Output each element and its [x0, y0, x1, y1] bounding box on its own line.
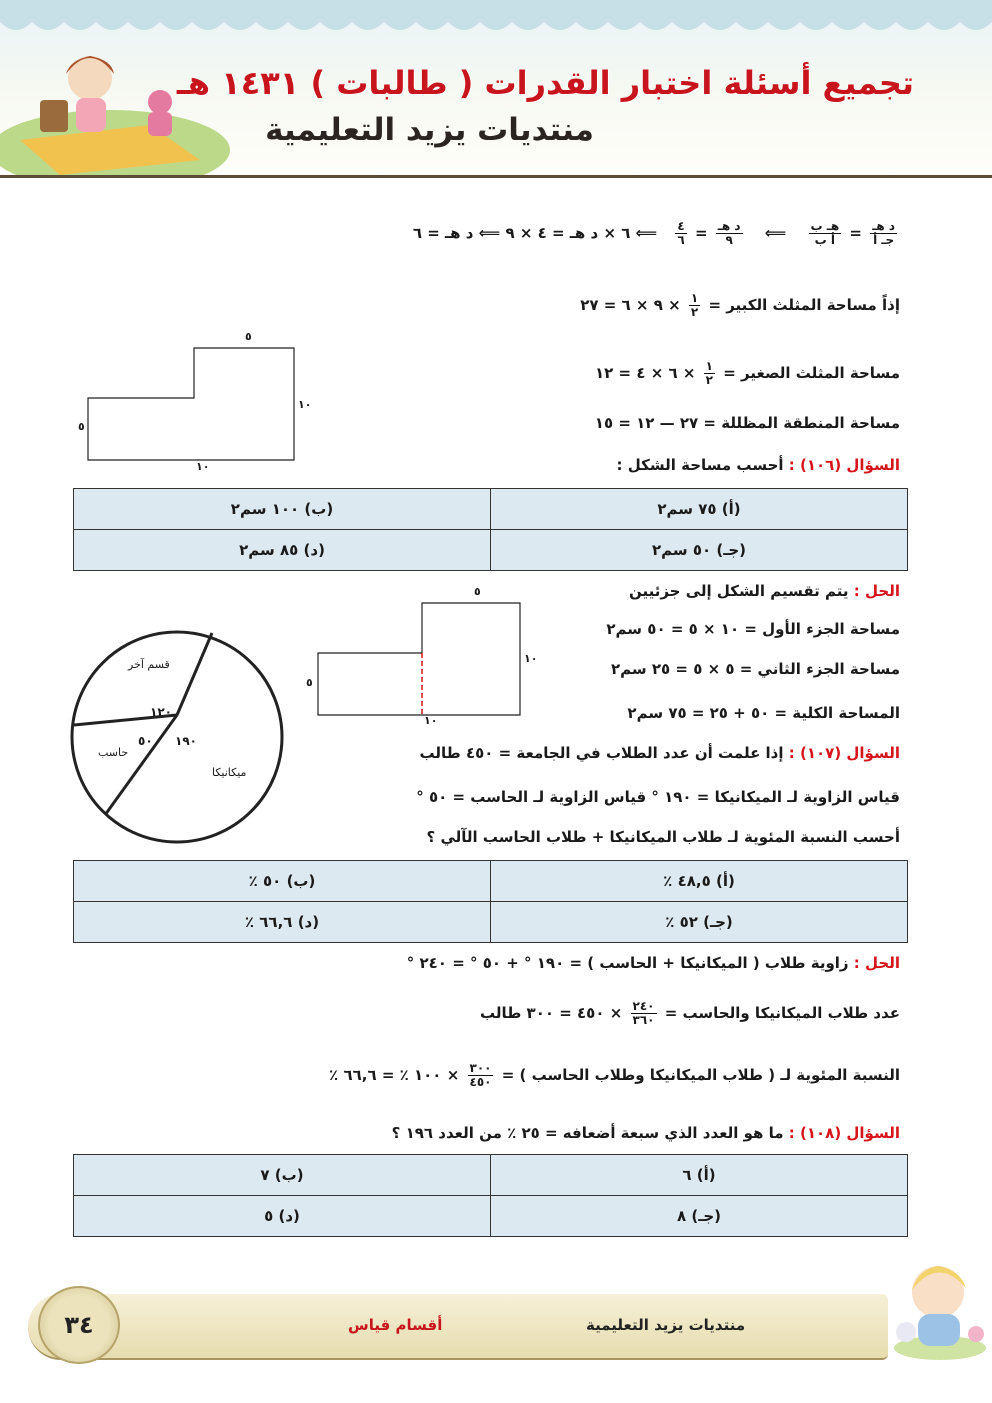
- q106-options-table: [73, 488, 908, 571]
- q106-option-d[interactable]: (د) ٨٥ سم٢: [74, 530, 491, 571]
- footer-bar: [28, 1294, 888, 1360]
- girl-picnic-illustration: [0, 30, 240, 178]
- fraction-hb-ab: $\frac{\text{هـ ب}}{\text{أ ب}}$: [810, 219, 840, 247]
- q107-options-table: [73, 860, 908, 943]
- proportion-line: $\frac{\text{د هـ}}{\text{جـ أ}}$ = $\frac{\text{هـ ب}}{\text{أ ب}}$ ⟸ $\frac{\text{د هـ}}{٩}$ = $\frac{٤}{٦}$ ⟸ ٦ × د هـ = ٤ × ٩ ⟸ د هـ = ٦: [412, 219, 895, 247]
- q107-solution-line3: النسبة المئوية لـ ( طلاب الميكانيكا وطلاب الحاسب ) = $\frac{٣٠٠}{٤٥٠}$ × ١٠٠ ٪ = ٦٦,٦ ٪: [329, 1061, 900, 1089]
- page-number: ٣٤: [64, 1311, 94, 1339]
- q106-solution-step3: المساحة الكلية = ٥٠ + ٢٥ = ٧٥ سم٢: [627, 704, 900, 722]
- fig2-label-left: ٥: [306, 676, 313, 689]
- q107-option-b[interactable]: (ب) ٥٠ ٪: [74, 861, 491, 902]
- q108-option-b[interactable]: (ب) ٧: [74, 1155, 491, 1196]
- fig2-label-bottom: ١٠: [424, 714, 438, 727]
- q107-option-c[interactable]: (جـ) ٥٢ ٪: [491, 902, 908, 943]
- fig1-label-bottom: ١٠: [196, 460, 210, 473]
- fraction-de-9: $\frac{\text{د هـ}}{٩}$: [717, 219, 741, 247]
- fig1-label-left: ٥: [78, 420, 85, 433]
- fig2-label-right: ١٠: [524, 652, 538, 665]
- q106-solution-step2: مساحة الجزء الثاني = ٥ × ٥ = ٢٥ سم٢: [610, 660, 900, 678]
- small-triangle-area: مساحة المثلث الصغير = $\frac{١}{٢}$ × ٦ × ٤ = ١٢: [594, 359, 900, 387]
- header-title: تجميع أسئلة اختبار القدرات ( طالبات ) ١٤٣١ هـ: [176, 64, 914, 102]
- q106-option-b[interactable]: (ب) ١٠٠ سم٢: [74, 489, 491, 530]
- q107-solution-line2: عدد طلاب الميكانيكا والحاسب = $\frac{٢٤٠}{٣٦٠}$ × ٤٥٠ = ٣٠٠ طالب: [480, 999, 900, 1027]
- q106-option-a[interactable]: (أ) ٧٥ سم٢: [491, 489, 908, 530]
- q107-question: السؤال (١٠٧) : إذا علمت أن عدد الطلاب في الجامعة = ٤٥٠ طالب: [419, 744, 900, 762]
- pie-label-190: ١٩٠: [175, 734, 197, 748]
- pie-label-120: ١٢٠: [150, 705, 172, 719]
- q108-question: السؤال (١٠٨) : ما هو العدد الذي سبعة أضعافه = ٢٥ ٪ من العدد ١٩٦ ؟: [391, 1124, 900, 1142]
- q107-solution-line1: الحل : زاوية طلاب ( الميكانيكا + الحاسب ) = ١٩٠ ° + ٥٠ ° = ٢٤٠ °: [406, 954, 900, 972]
- header-banner: [0, 0, 992, 178]
- header-subtitle: منتديات يزيد التعليمية: [265, 112, 594, 148]
- footer-site: منتديات يزيد التعليمية: [586, 1316, 746, 1334]
- page-number-badge: [38, 1286, 120, 1364]
- pie-label-computer: حاسب: [98, 746, 129, 759]
- fig1-label-right: ١٠: [298, 398, 312, 411]
- q108-option-c[interactable]: (جـ) ٨: [491, 1196, 908, 1237]
- q106-option-c[interactable]: (جـ) ٥٠ سم٢: [491, 530, 908, 571]
- l-shape-figure-1: [70, 330, 310, 475]
- fraction-4-6: $\frac{٤}{٦}$: [677, 219, 685, 247]
- q108-option-d[interactable]: (د) ٥: [74, 1196, 491, 1237]
- footer-section: أقسام قياس: [348, 1316, 443, 1334]
- fraction-de-ca: $\frac{\text{د هـ}}{\text{جـ أ}}$: [872, 219, 895, 247]
- big-triangle-area: إذاً مساحة المثلث الكبير = $\frac{١}{٢}$ × ٩ × ٦ = ٢٧: [580, 291, 900, 319]
- q107-angles-line: قياس الزاوية لـ الميكانيكا = ١٩٠ ° قياس الزاوية لـ الحاسب = ٥٠ °: [416, 788, 900, 806]
- q106-question: السؤال (١٠٦) : أحسب مساحة الشكل :: [616, 456, 900, 474]
- baby-illustration: [884, 1252, 990, 1364]
- l-shape-figure-2: [300, 585, 540, 720]
- q106-solution-step1: مساحة الجزء الأول = ١٠ × ٥ = ٥٠ سم٢: [606, 620, 900, 638]
- pie-label-other: قسم آخر: [128, 658, 170, 671]
- shaded-area-line: مساحة المنطقة المظللة = ٢٧ — ١٢ = ١٥: [594, 414, 900, 432]
- q107-ask-line: أحسب النسبة المئوية لـ طلاب الميكانيكا + طلاب الحاسب الآلي ؟: [426, 828, 900, 846]
- q107-option-a[interactable]: (أ) ٤٨,٥ ٪: [491, 861, 908, 902]
- pie-label-mechanics: ميكانيكا: [212, 766, 247, 779]
- q108-options-table: [73, 1154, 908, 1237]
- fig1-label-top: ٥: [245, 330, 252, 343]
- fig2-label-top: ٥: [474, 585, 481, 598]
- q106-solution-intro: الحل : يتم تقسيم الشكل إلى جزئيين: [628, 582, 900, 600]
- q108-option-a[interactable]: (أ) ٦: [491, 1155, 908, 1196]
- q107-option-d[interactable]: (د) ٦٦,٦ ٪: [74, 902, 491, 943]
- pie-label-50: ٥٠: [138, 734, 153, 748]
